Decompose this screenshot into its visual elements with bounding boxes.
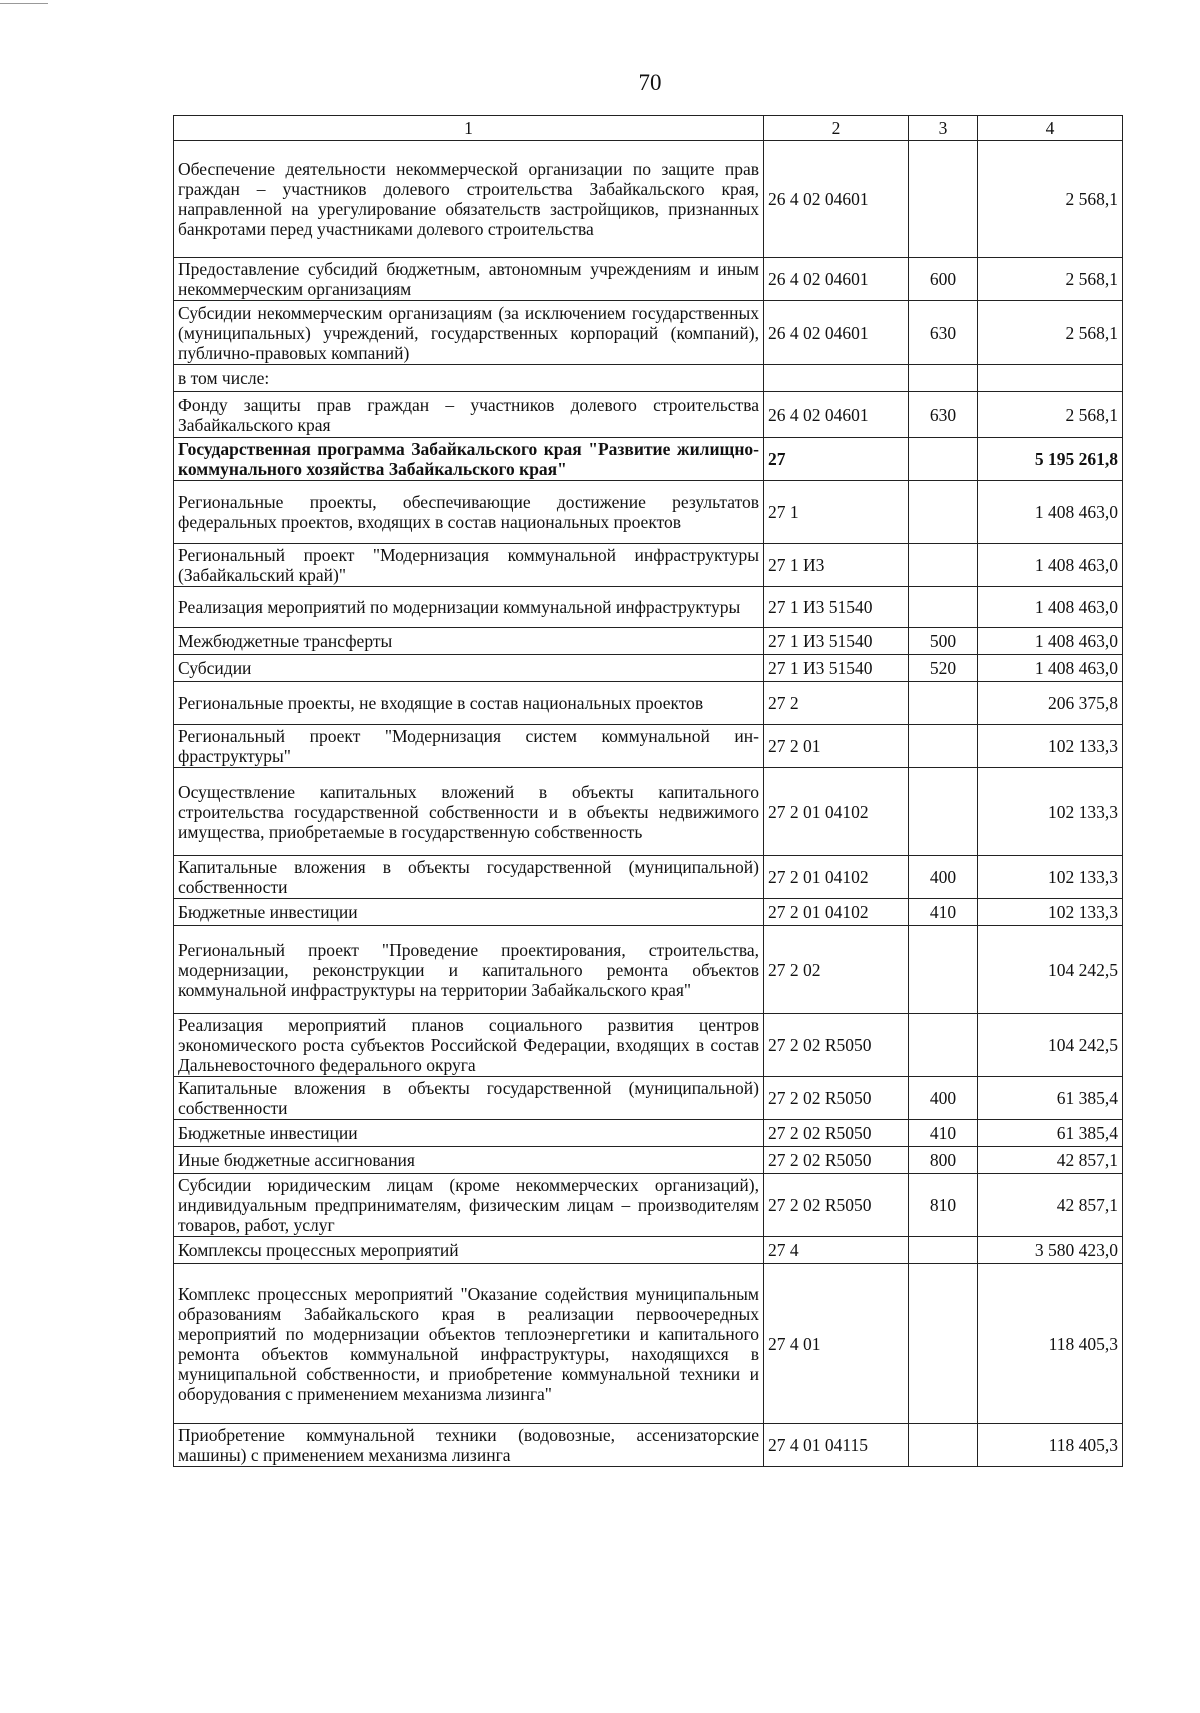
row-type-cell: 630	[909, 392, 978, 438]
row-code-cell: 26 4 02 04601	[764, 301, 909, 365]
row-code-cell: 26 4 02 04601	[764, 258, 909, 301]
row-type-cell: 410	[909, 1120, 978, 1147]
row-type-cell	[909, 587, 978, 628]
row-type-cell	[909, 1237, 978, 1264]
table-row	[174, 1120, 1123, 1147]
row-name-cell: Субсидии некоммерческим организациям (за исключением государственных (муниципальных) учреждений, государственных корпораций (компаний), публично-правовых компаний)	[174, 301, 764, 365]
row-type-cell	[909, 768, 978, 856]
row-code-cell: 27 2 01	[764, 725, 909, 768]
row-type-cell	[909, 365, 978, 392]
row-amount-cell: 42 857,1	[978, 1147, 1123, 1174]
budget-table	[173, 115, 1123, 1467]
row-amount-cell: 104 242,5	[978, 926, 1123, 1014]
row-code-cell: 27 4 01	[764, 1264, 909, 1424]
row-type-cell: 810	[909, 1174, 978, 1237]
row-type-cell	[909, 544, 978, 587]
row-amount-cell: 1 408 463,0	[978, 655, 1123, 682]
row-amount-cell: 102 133,3	[978, 768, 1123, 856]
scan-edge-mark	[0, 3, 48, 4]
column-header: 3	[909, 116, 978, 141]
row-amount-cell: 1 408 463,0	[978, 628, 1123, 655]
row-name-cell: в том числе:	[174, 365, 764, 392]
table-row	[174, 1237, 1123, 1264]
table-row	[174, 438, 1123, 481]
table-body	[174, 141, 1123, 1467]
row-amount-cell: 104 242,5	[978, 1014, 1123, 1077]
row-name-cell: Региональные проекты, не входящие в состав национальных проектов	[174, 682, 764, 725]
row-type-cell: 410	[909, 899, 978, 926]
row-amount-cell: 102 133,3	[978, 725, 1123, 768]
row-name-cell: Региональный проект "Проведение проектирования, строительства, модернизации, реконструкции и капитального ремонта объектов коммунальной инфраструктуры на территории Забайкальского края"	[174, 926, 764, 1014]
row-code-cell: 27 2 02 R5050	[764, 1147, 909, 1174]
table-row	[174, 725, 1123, 768]
row-type-cell: 400	[909, 856, 978, 899]
row-name-cell: Комплексы процессных мероприятий	[174, 1237, 764, 1264]
row-code-cell: 27 1 И3	[764, 544, 909, 587]
row-amount-cell: 1 408 463,0	[978, 587, 1123, 628]
table-row	[174, 365, 1123, 392]
row-name-cell: Реализация мероприятий по модернизации коммунальной инфраструктуры	[174, 587, 764, 628]
row-code-cell: 27 1 И3 51540	[764, 587, 909, 628]
row-type-cell: 500	[909, 628, 978, 655]
row-type-cell	[909, 725, 978, 768]
row-code-cell	[764, 365, 909, 392]
table-row	[174, 1424, 1123, 1467]
row-type-cell: 520	[909, 655, 978, 682]
row-amount-cell: 206 375,8	[978, 682, 1123, 725]
row-name-cell: Государственная программа Забайкальского края "Развитие жилищно-коммунального хозяйства Забайкальского края"	[174, 438, 764, 481]
row-type-cell	[909, 682, 978, 725]
row-name-cell: Приобретение коммунальной техники (водовозные, ассенизаторские машины) с применением механизма лизинга	[174, 1424, 764, 1467]
row-type-cell	[909, 481, 978, 544]
row-amount-cell: 2 568,1	[978, 301, 1123, 365]
row-amount-cell: 102 133,3	[978, 899, 1123, 926]
row-amount-cell: 2 568,1	[978, 392, 1123, 438]
table-row	[174, 1264, 1123, 1424]
table-row	[174, 141, 1123, 258]
row-amount-cell: 3 580 423,0	[978, 1237, 1123, 1264]
row-type-cell	[909, 926, 978, 1014]
row-name-cell: Региональные проекты, обеспечивающие достижение результатов федеральных проектов, входящих в состав национальных проектов	[174, 481, 764, 544]
row-amount-cell: 1 408 463,0	[978, 481, 1123, 544]
table-row	[174, 682, 1123, 725]
row-code-cell: 27 2 01 04102	[764, 856, 909, 899]
row-code-cell: 27 1 И3 51540	[764, 655, 909, 682]
row-name-cell: Капитальные вложения в объекты государственной (муниципальной) собственности	[174, 856, 764, 899]
row-code-cell: 27 1	[764, 481, 909, 544]
row-type-cell	[909, 1264, 978, 1424]
row-code-cell: 27 2 02 R5050	[764, 1174, 909, 1237]
row-code-cell: 27 2 01 04102	[764, 899, 909, 926]
row-amount-cell	[978, 365, 1123, 392]
table-row	[174, 1014, 1123, 1077]
table-row	[174, 481, 1123, 544]
table-row	[174, 628, 1123, 655]
row-name-cell: Предоставление субсидий бюджетным, автономным учреждениям и иным некоммерческим организациям	[174, 258, 764, 301]
row-name-cell: Субсидии	[174, 655, 764, 682]
column-header: 4	[978, 116, 1123, 141]
row-code-cell: 27 2 02 R5050	[764, 1120, 909, 1147]
row-name-cell: Осуществление капитальных вложений в объекты капитального строительства государственной собственности и в объекты недвижимого имущества, приобретаемые в государственную собственность	[174, 768, 764, 856]
table-row	[174, 899, 1123, 926]
table-row	[174, 258, 1123, 301]
row-name-cell: Иные бюджетные ассигнования	[174, 1147, 764, 1174]
row-type-cell: 630	[909, 301, 978, 365]
row-amount-cell: 2 568,1	[978, 141, 1123, 258]
row-type-cell	[909, 1014, 978, 1077]
row-name-cell: Капитальные вложения в объекты государственной (муниципальной) собственности	[174, 1077, 764, 1120]
row-name-cell: Региональный проект "Модернизация коммунальной инфраструктуры (Забайкальский край)"	[174, 544, 764, 587]
row-amount-cell: 102 133,3	[978, 856, 1123, 899]
row-code-cell: 27 2	[764, 682, 909, 725]
row-code-cell: 26 4 02 04601	[764, 392, 909, 438]
table-row	[174, 544, 1123, 587]
row-code-cell: 27 2 02 R5050	[764, 1014, 909, 1077]
row-type-cell	[909, 438, 978, 481]
row-code-cell: 27 2 02 R5050	[764, 1077, 909, 1120]
row-amount-cell: 61 385,4	[978, 1077, 1123, 1120]
row-type-cell: 400	[909, 1077, 978, 1120]
page-number: 70	[638, 70, 662, 95]
table-row	[174, 1147, 1123, 1174]
row-name-cell: Субсидии юридическим лицам (кроме некоммерческих организаций), индивидуальным предпринимателям, физическим лицам – производителям товаров, работ, услуг	[174, 1174, 764, 1237]
row-type-cell	[909, 141, 978, 258]
header-row	[174, 116, 1123, 141]
table-row	[174, 1174, 1123, 1237]
table-row	[174, 301, 1123, 365]
row-amount-cell: 5 195 261,8	[978, 438, 1123, 481]
row-amount-cell: 2 568,1	[978, 258, 1123, 301]
row-code-cell: 27 2 01 04102	[764, 768, 909, 856]
row-type-cell	[909, 1424, 978, 1467]
row-name-cell: Бюджетные инвестиции	[174, 1120, 764, 1147]
row-code-cell: 27 1 И3 51540	[764, 628, 909, 655]
table-row	[174, 768, 1123, 856]
row-name-cell: Межбюджетные трансферты	[174, 628, 764, 655]
row-name-cell: Бюджетные инвестиции	[174, 899, 764, 926]
row-name-cell: Реализация мероприятий планов социального развития центров экономического роста субъектов Российской Федерации, входящих в состав Дальневосточного федерального округа	[174, 1014, 764, 1077]
row-type-cell: 600	[909, 258, 978, 301]
row-amount-cell: 42 857,1	[978, 1174, 1123, 1237]
row-code-cell: 27 4	[764, 1237, 909, 1264]
table-row	[174, 926, 1123, 1014]
table-row	[174, 587, 1123, 628]
row-code-cell: 27 4 01 04115	[764, 1424, 909, 1467]
column-header: 1	[174, 116, 764, 141]
row-code-cell: 27	[764, 438, 909, 481]
row-name-cell: Региональный проект "Модернизация систем коммунальной инфраструктуры"	[174, 725, 764, 768]
row-code-cell: 27 2 02	[764, 926, 909, 1014]
column-header: 2	[764, 116, 909, 141]
table-row	[174, 655, 1123, 682]
row-name-cell: Комплекс процессных мероприятий "Оказание содействия муниципальным образованиям Забайкальского края в реализации первоочередных мероприятий по модернизации объектов теплоэнергетики и капитального ремонта объектов коммунальной инфраструктуры, находящихся в муниципальной собственности, и приобретение коммунальной техники и оборудования с применением механизма лизинга"	[174, 1264, 764, 1424]
table-row	[174, 856, 1123, 899]
row-amount-cell: 61 385,4	[978, 1120, 1123, 1147]
table-row	[174, 392, 1123, 438]
row-name-cell: Фонду защиты прав граждан – участников долевого строительства Забайкальского края	[174, 392, 764, 438]
row-amount-cell: 1 408 463,0	[978, 544, 1123, 587]
row-amount-cell: 118 405,3	[978, 1424, 1123, 1467]
row-code-cell: 26 4 02 04601	[764, 141, 909, 258]
row-amount-cell: 118 405,3	[978, 1264, 1123, 1424]
row-name-cell: Обеспечение деятельности некоммерческой организации по защите прав граждан – участников долевого строительства Забайкальского края, направленной на урегулирование обязательств застройщиков, признанных банкротами перед участниками долевого строительства	[174, 141, 764, 258]
table-row	[174, 1077, 1123, 1120]
row-type-cell: 800	[909, 1147, 978, 1174]
